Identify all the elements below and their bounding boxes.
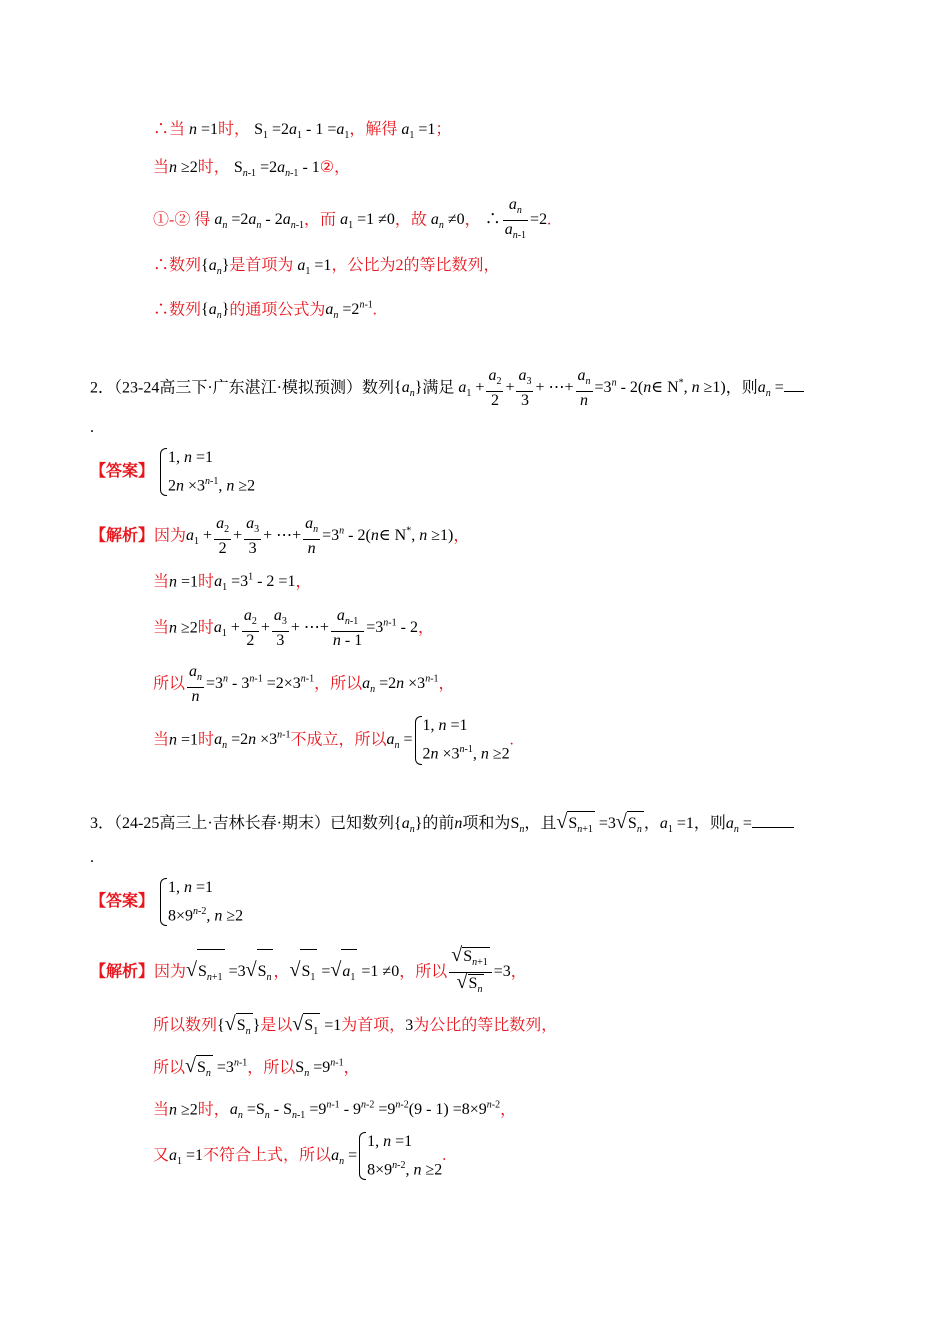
- q3-text: ，且: [524, 815, 557, 832]
- q3-text: 又: [153, 1147, 170, 1164]
- q3-text: 所以数列: [153, 1017, 218, 1034]
- q3-text: ，所以: [399, 963, 448, 981]
- p1-text: .: [372, 301, 377, 319]
- p1-line-5: [153, 294, 377, 329]
- q3-text: 所以: [153, 1059, 186, 1077]
- math-n-ge-2: n ≥2: [169, 159, 198, 176]
- p1-text: ，而: [304, 211, 337, 229]
- math-sn-value: $S_n =9^{n-1}$: [295, 1058, 344, 1080]
- q3-text: ，: [343, 1059, 360, 1077]
- q3-text: 为公比的等比数列，: [413, 1017, 558, 1034]
- q2-text: 时: [198, 731, 215, 749]
- q3-stem: [90, 810, 794, 842]
- q2-text: ，所以: [314, 675, 363, 693]
- math-ratio: ∴ $\frac{a_n}{a_{n-1}}$ =2: [484, 196, 548, 242]
- q3-text: 项和为: [462, 815, 511, 832]
- p1-text: ，: [334, 159, 351, 176]
- math-a1: $a_1 =1$: [659, 815, 694, 836]
- question-number: 3．: [90, 815, 115, 832]
- q3-text: .: [442, 1147, 447, 1164]
- q3-text: ，所以: [247, 1059, 296, 1077]
- math-sqrt-s1-eq-1: $√S_1 =1$: [292, 1017, 341, 1034]
- q3-text: 是以: [260, 1017, 293, 1034]
- q2-text: 数列: [362, 379, 395, 397]
- p1-text: .: [547, 211, 552, 229]
- q3-period: .: [90, 849, 94, 866]
- p1-text: ∴数列: [153, 257, 202, 274]
- math-q3-final-cases: $a_n$ = 1, n =1 $8\times 9^{n-2}$, n ≥2: [331, 1147, 442, 1164]
- p1-line-2: [153, 156, 350, 186]
- q3-text: 为首项，: [341, 1017, 406, 1034]
- p1-text: ∴数列: [153, 301, 202, 319]
- math-n: n: [454, 815, 463, 832]
- question-source: （23-24高三下·广东湛江·模拟预测）: [114, 379, 363, 397]
- p1-text: ，公比为2的等比数列，: [331, 257, 500, 274]
- p1-text: ①-② 得: [153, 211, 211, 229]
- q3-analysis-line-4: [153, 1094, 516, 1129]
- math-n-eq-1: n =1: [189, 121, 219, 138]
- q2-text: 满足: [422, 379, 455, 397]
- math-an-formula: $a_n =2^{n-1}$: [325, 300, 373, 322]
- q3-text: 因为: [154, 963, 187, 981]
- math-q3-answer-cases: 1, n =1 $8\times 9^{n-2}$, n ≥2: [158, 876, 243, 928]
- analysis-tag: 【解析】: [90, 963, 155, 981]
- math-an-blank: $a_n$ =: [725, 815, 752, 836]
- q2-analysis-line-5: [153, 710, 514, 773]
- math-an-ne-0: $a_n \ne 0$: [430, 211, 465, 232]
- math-sqrt-s1: $√S_1 =√a_1 =1 \ne 0$: [290, 963, 400, 980]
- question-number: 2．: [90, 379, 115, 397]
- math-sn-1: $S_{n-1} =2a_{n-1} - 1$: [233, 159, 320, 180]
- math-sqrt-sn-value: $√S_n =3^{n-1}$: [185, 1059, 247, 1076]
- p1-text: 时，: [218, 121, 251, 138]
- math-seq-an: $\{a_n\}$: [394, 379, 423, 400]
- math-n-eq-1: n =1: [169, 731, 199, 749]
- answer-tag: 【答案】: [90, 463, 155, 480]
- q2-answer: [90, 446, 255, 498]
- math-an-blank: $a_n$ =: [757, 379, 784, 400]
- analysis-tag: 【解析】: [90, 527, 155, 545]
- math-sn: $S_n$: [510, 815, 525, 836]
- math-q3-condition: $√S_{n+1} =3√S_n$: [556, 815, 643, 832]
- q2-text: 所以: [153, 675, 186, 693]
- math-3: 3: [405, 1017, 414, 1034]
- q2-text: 不成立，所以: [290, 731, 387, 749]
- q3-analysis-line-3: [153, 1052, 360, 1087]
- p1-line-1: [153, 118, 451, 148]
- p1-text: 时，: [197, 159, 230, 176]
- math-a1-ne-0: $a_1 =1 \ne 0$: [340, 211, 395, 232]
- q3-text: 不符合上式，所以: [203, 1147, 332, 1164]
- question-source: （24-25高三上·吉林长春·期末）: [114, 815, 331, 832]
- q2-stem: [90, 362, 804, 417]
- q2-text: 当: [153, 731, 170, 749]
- math-q2-final-cases: $a_n$ = 1, n =1 $2n \times 3^{n-1}$, n ≥2: [386, 731, 509, 748]
- math-a1: $a_1 =1$: [297, 257, 332, 278]
- q2-text: ，: [438, 675, 455, 693]
- math-q3-condition: $√S_{n+1} =3√S_n$: [186, 963, 273, 980]
- q2-text: ，: [453, 527, 470, 545]
- answer-tag: 【答案】: [90, 893, 155, 910]
- q3-text: ，: [643, 815, 660, 832]
- q2-text: ，则: [725, 379, 758, 397]
- q2-analysis-line-2: [153, 566, 311, 601]
- math-q2-diff: $\frac{a_n}{n}$ $=3^n - 3^{n-1} =2\times 3^{n-1}$: [189, 663, 315, 706]
- q2-text: 当: [153, 619, 170, 637]
- answer-blank[interactable]: [784, 375, 804, 392]
- q3-text: 当: [153, 1101, 170, 1119]
- p1-text: ②: [319, 159, 335, 176]
- math-seq-an: $\{a_n\}$: [201, 257, 230, 278]
- q3-analysis-line-1: [90, 946, 527, 1001]
- q2-analysis-line-3: [153, 602, 434, 657]
- math-q2-an: $a_n =2n \times 3^{n-1}$: [362, 674, 439, 696]
- q2-text: 因为: [154, 527, 187, 545]
- math-seq-an: $\{a_n\}$: [394, 815, 423, 836]
- q2-text: ，: [417, 619, 434, 637]
- answer-blank[interactable]: [752, 811, 794, 828]
- q2-text: 时: [197, 619, 214, 637]
- q3-analysis-line-5: [153, 1130, 446, 1188]
- math-an-eq: $a_n =2a_n - 2a_{n-1}$: [214, 211, 305, 232]
- p1-text: 是首项为: [229, 257, 294, 274]
- q2-text: .: [509, 731, 514, 749]
- math-q2-condition: $a_1$ + $\frac{a_2}{2}$ + $\frac{a_3}{3}$ + ⋯+ $\frac{a_n}{n}$ $=3^n$ - 2(n∈ N*, n ≥1): [186, 515, 454, 558]
- math-a1-value: $a_1 =3^1 - 2 =1$: [214, 572, 296, 594]
- q3-text: ，: [500, 1101, 517, 1119]
- q3-text: 时，: [197, 1101, 230, 1119]
- math-a1: $a_1 =1$: [401, 121, 436, 142]
- q3-text: ，: [510, 963, 527, 981]
- q2-text: ，: [295, 573, 312, 591]
- p1-line-3: [153, 196, 551, 247]
- p1-line-4: [153, 254, 499, 284]
- p1-text: ，故: [394, 211, 427, 229]
- q3-analysis-line-2: [153, 1012, 557, 1044]
- math-q3-ratio: $\frac{√S_{n+1}}{√S_n}$ =3: [447, 963, 511, 980]
- p1-text: ，解得: [349, 121, 398, 138]
- math-n-ge-2: n ≥2: [169, 619, 198, 637]
- math-n-ge-2: n ≥2: [169, 1101, 198, 1119]
- q2-analysis-line-4: [153, 658, 455, 713]
- math-q2-condition: $a_1$ + $\frac{a_2}{2}$ + $\frac{a_3}{3}$ + ⋯+ $\frac{a_n}{n}$ $=3^n$ - 2(n∈ N*, n ≥1): [458, 367, 726, 410]
- q2-period: .: [90, 419, 94, 436]
- p1-text: 当: [153, 159, 170, 176]
- math-seq-sqrt-sn: {$√S_n$ }: [217, 1017, 260, 1034]
- math-n-eq-1: n =1: [169, 573, 199, 591]
- math-s1: $S_1 =2a_1 - 1 =a_1$: [254, 121, 350, 142]
- q3-answer: [90, 876, 243, 928]
- p1-text: ，: [464, 211, 481, 229]
- q3-text: ，则: [693, 815, 726, 832]
- math-q2-prev-sum: $a_1$ + $\frac{a_2}{2}$ + $\frac{a_3}{3}$ + ⋯+ $\frac{a_{n-1}}{n - 1}$ $=3^{n-1} - 2$: [213, 607, 418, 650]
- q2-analysis-line-1: [90, 510, 469, 565]
- math-q3-an-derivation: $a_n =S_n - S_{n-1} =9^{n-1} - 9^{n-2} =9^{n-2}(9 - 1) =8\times 9^{n-2}$: [229, 1100, 501, 1122]
- p1-text: ∴当: [153, 121, 186, 138]
- q2-text: 当: [153, 573, 170, 591]
- q3-text: ，: [273, 963, 290, 981]
- q3-text: 已知数列: [330, 815, 395, 832]
- math-q2-answer-cases: 1, n =1 $2n \times 3^{n-1}$, n ≥2: [158, 446, 255, 498]
- q3-text: 的前: [422, 815, 455, 832]
- q2-text: 时: [198, 573, 215, 591]
- p1-text: ；: [435, 121, 452, 138]
- math-q2-an: $a_n =2n \times 3^{n-1}$: [214, 730, 291, 752]
- p1-text: 的通项公式为: [229, 301, 326, 319]
- math-seq-an: $\{a_n\}$: [201, 301, 230, 322]
- math-a1: $a_1 =1$: [169, 1147, 204, 1168]
